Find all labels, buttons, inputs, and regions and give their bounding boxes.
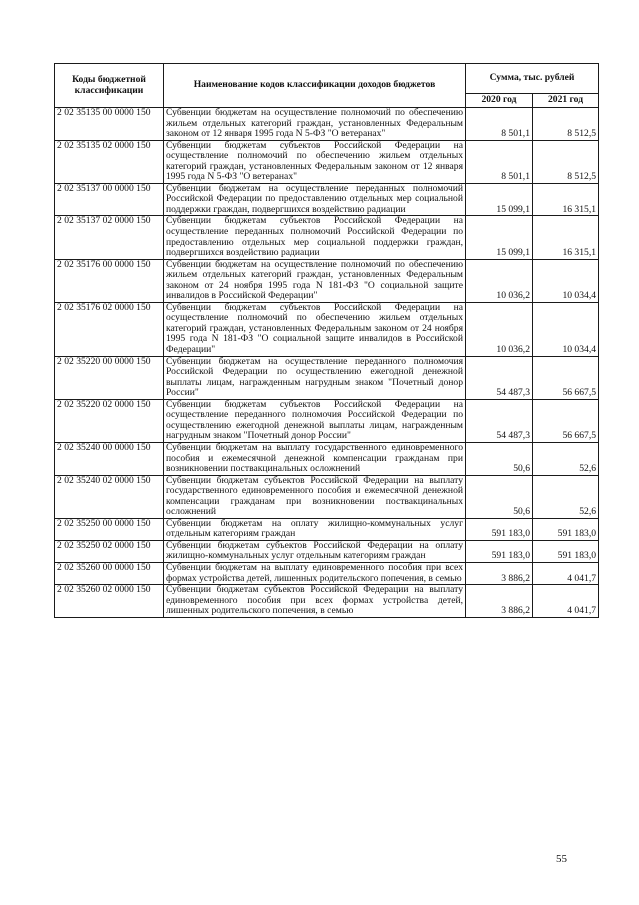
budget-code-cell: 2 02 35135 00 0000 150 — [55, 108, 164, 141]
classification-name-cell: Субвенции бюджетам субъектов Российской Федерации на осуществление полномочий по обеспечению жильем отдельных категорий граждан, установленных Федеральным законом от 24 ноября 1995 года N 181-ФЗ "О социальной защите инвалидов в Российской Федерации" — [164, 302, 466, 356]
classification-name-cell: Субвенции бюджетам на выплату единовременного пособия при всех формах устройства детей, лишенных родительского попечения, в семью — [164, 562, 466, 584]
budget-classification-table — [54, 63, 599, 618]
amount-2021-cell: 10 034,4 — [533, 302, 599, 356]
amount-2020-cell: 8 501,1 — [466, 108, 533, 141]
amount-2020-cell: 8 501,1 — [466, 140, 533, 183]
amount-2021-cell: 591 183,0 — [533, 518, 599, 540]
amount-2021-cell: 56 667,5 — [533, 356, 599, 399]
classification-name-cell: Субвенции бюджетам субъектов Российской Федерации на оплату жилищно-коммунальных услуг отдельным категориям граждан — [164, 540, 466, 562]
amount-2020-cell: 15 099,1 — [466, 183, 533, 216]
amount-2021-cell: 52,6 — [533, 442, 599, 475]
amount-2021-cell: 52,6 — [533, 475, 599, 518]
amount-2020-cell: 591 183,0 — [466, 518, 533, 540]
classification-name-cell: Субвенции бюджетам на оплату жилищно-коммунальных услуг отдельным категориям граждан — [164, 518, 466, 540]
table-row — [55, 259, 599, 302]
table-row — [55, 140, 599, 183]
header-year-2020: 2020 год — [466, 94, 533, 108]
budget-code-cell: 2 02 35220 02 0000 150 — [55, 399, 164, 442]
classification-name-cell: Субвенции бюджетам на осуществление переданных полномочий Российской Федерации по предоставлению отдельных мер социальной поддержки граждан, подвергшихся воздействию радиации — [164, 183, 466, 216]
table-row — [55, 540, 599, 562]
classification-name-cell: Субвенции бюджетам на осуществление полномочий по обеспечению жильем отдельных категорий граждан, установленных Федеральным законом от 12 января 1995 года N 5-ФЗ "О ветеранах" — [164, 108, 466, 141]
amount-2021-cell: 8 512,5 — [533, 140, 599, 183]
amount-2020-cell: 54 487,3 — [466, 356, 533, 399]
table-row — [55, 356, 599, 399]
header-name: Наименование кодов классификации доходов бюджетов — [164, 64, 466, 108]
amount-2021-cell: 4 041,7 — [533, 562, 599, 584]
classification-name-cell: Субвенции бюджетам субъектов Российской Федерации на выплату государственного единовременного пособия и ежемесячной денежной компенсации гражданам при возникновении поствакцинальных осложнений — [164, 475, 466, 518]
amount-2020-cell: 3 886,2 — [466, 585, 533, 618]
amount-2020-cell: 591 183,0 — [466, 540, 533, 562]
amount-2021-cell: 4 041,7 — [533, 585, 599, 618]
classification-name-cell: Субвенции бюджетам на выплату государственного единовременного пособия и ежемесячной денежной компенсации гражданам при возникновении поствакцинальных осложнений — [164, 442, 466, 475]
table-row — [55, 399, 599, 442]
amount-2021-cell: 591 183,0 — [533, 540, 599, 562]
amount-2020-cell: 15 099,1 — [466, 216, 533, 259]
table-row — [55, 475, 599, 518]
budget-code-cell: 2 02 35260 00 0000 150 — [55, 562, 164, 584]
budget-code-cell: 2 02 35240 02 0000 150 — [55, 475, 164, 518]
header-year-2021: 2021 год — [533, 94, 599, 108]
table-row — [55, 518, 599, 540]
table-row — [55, 108, 599, 141]
table-row — [55, 216, 599, 259]
amount-2021-cell: 8 512,5 — [533, 108, 599, 141]
table-body — [55, 108, 599, 618]
budget-code-cell: 2 02 35137 02 0000 150 — [55, 216, 164, 259]
header-sum: Сумма, тыс. рублей — [466, 64, 599, 94]
classification-name-cell: Субвенции бюджетам субъектов Российской Федерации на осуществление переданных полномочий Российской Федерации по предоставлению отдельных мер социальной поддержки граждан, подвергшихся воздействию радиации — [164, 216, 466, 259]
budget-code-cell: 2 02 35250 02 0000 150 — [55, 540, 164, 562]
amount-2020-cell: 10 036,2 — [466, 302, 533, 356]
classification-name-cell: Субвенции бюджетам на осуществление полномочий по обеспечению жильем отдельных категорий граждан, установленных Федеральным законом от 24 ноября 1995 года N 181-ФЗ "О социальной защите инвалидов в Российской Федерации" — [164, 259, 466, 302]
classification-name-cell: Субвенции бюджетам субъектов Российской Федерации на выплату единовременного пособия при всех формах устройства детей, лишенных родительского попечения, в семью — [164, 585, 466, 618]
classification-name-cell: Субвенции бюджетам субъектов Российской Федерации на осуществление переданного полномочия Российской Федерации по осуществлению ежегодной денежной выплаты лицам, награжденным нагрудным знаком "Почетный донор России" — [164, 399, 466, 442]
table-row — [55, 585, 599, 618]
amount-2021-cell: 16 315,1 — [533, 216, 599, 259]
amount-2021-cell: 56 667,5 — [533, 399, 599, 442]
amount-2020-cell: 3 886,2 — [466, 562, 533, 584]
table-row — [55, 302, 599, 356]
budget-code-cell: 2 02 35250 00 0000 150 — [55, 518, 164, 540]
budget-code-cell: 2 02 35220 00 0000 150 — [55, 356, 164, 399]
classification-name-cell: Субвенции бюджетам субъектов Российской Федерации на осуществление полномочий по обеспечению жильем отдельных категорий граждан, установленных Федеральным законом от 12 января 1995 года N 5-ФЗ "О ветеранах" — [164, 140, 466, 183]
amount-2020-cell: 50,6 — [466, 475, 533, 518]
table-row — [55, 183, 599, 216]
table-row — [55, 442, 599, 475]
header-codes: Коды бюджетной классификации — [55, 64, 164, 108]
budget-code-cell: 2 02 35137 00 0000 150 — [55, 183, 164, 216]
budget-code-cell: 2 02 35260 02 0000 150 — [55, 585, 164, 618]
amount-2021-cell: 10 034,4 — [533, 259, 599, 302]
table-row — [55, 562, 599, 584]
amount-2020-cell: 50,6 — [466, 442, 533, 475]
classification-name-cell: Субвенции бюджетам на осуществление переданного полномочия Российской Федерации по осуществлению ежегодной денежной выплаты лицам, награжденным нагрудным знаком "Почетный донор России" — [164, 356, 466, 399]
budget-code-cell: 2 02 35240 00 0000 150 — [55, 442, 164, 475]
budget-code-cell: 2 02 35135 02 0000 150 — [55, 140, 164, 183]
budget-code-cell: 2 02 35176 02 0000 150 — [55, 302, 164, 356]
amount-2021-cell: 16 315,1 — [533, 183, 599, 216]
page-number: 55 — [556, 853, 567, 865]
budget-code-cell: 2 02 35176 00 0000 150 — [55, 259, 164, 302]
amount-2020-cell: 54 487,3 — [466, 399, 533, 442]
amount-2020-cell: 10 036,2 — [466, 259, 533, 302]
